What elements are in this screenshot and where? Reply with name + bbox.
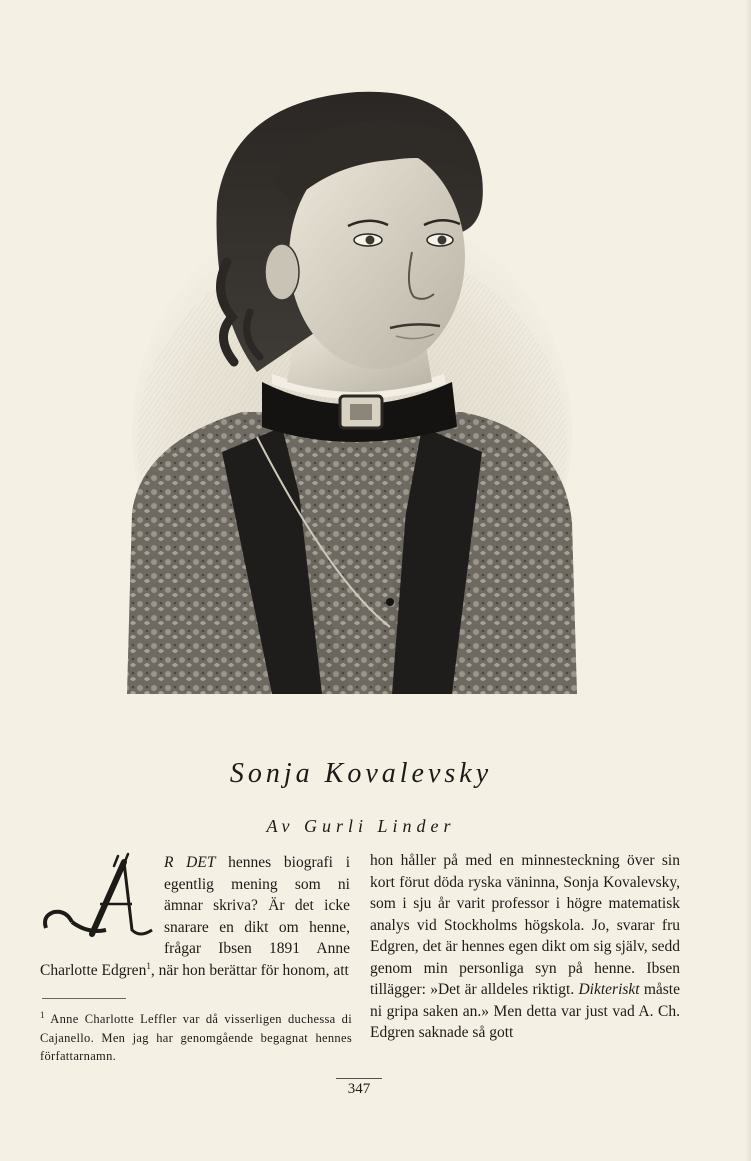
footnote-reference[interactable]: 1	[146, 960, 151, 971]
portrait-engraving	[122, 82, 582, 694]
right-column-paragraph	[370, 850, 680, 1044]
article-title: Sonja Kovalevsky	[229, 758, 493, 789]
right-italic-word: Dikteriskt	[578, 981, 640, 998]
footnote	[40, 1010, 352, 1066]
right-text-2: måste ni gripa saken an.» Men detta var just vad A. Ch. Edgren saknade så gott	[370, 981, 680, 1041]
lead-caps: R DET	[164, 854, 216, 871]
right-column	[370, 850, 680, 1044]
left-text-2: , när hon berättar för honom, att	[150, 961, 349, 979]
right-text-1: hon håller på med en minnesteckning över sin kort förut döda ryska väninna, Sonja Kovalevsky, som i sju år varit professor i högre matematisk analys vid Stockholms högskola. Jo, svarar fru Edgren, det är hennes egen dikt om sig själv, sedd genom min personliga syn på henne. Ibsen tillägger: »Det är alldeles riktigt.	[370, 852, 680, 998]
footnote-divider	[42, 998, 126, 999]
footnote-text: Anne Charlotte Leffler var då visserligen duchessa di Cajanello. Men jag har genomgående begagnat hennes författarnamn.	[40, 1012, 352, 1063]
footnote-marker: 1	[40, 1009, 45, 1020]
page-number: 347	[336, 1078, 382, 1098]
page-edge	[745, 0, 751, 1161]
left-column	[40, 852, 350, 981]
article-byline: Av Gurli Linder	[266, 816, 456, 836]
drop-cap-letter	[40, 852, 158, 944]
left-text-1: hennes biografi i egentlig mening som ni ämnar skriva? Är det icke snarare en dikt om henne, frågar Ibsen 1891 Anne Charlotte Edgren	[40, 854, 351, 979]
